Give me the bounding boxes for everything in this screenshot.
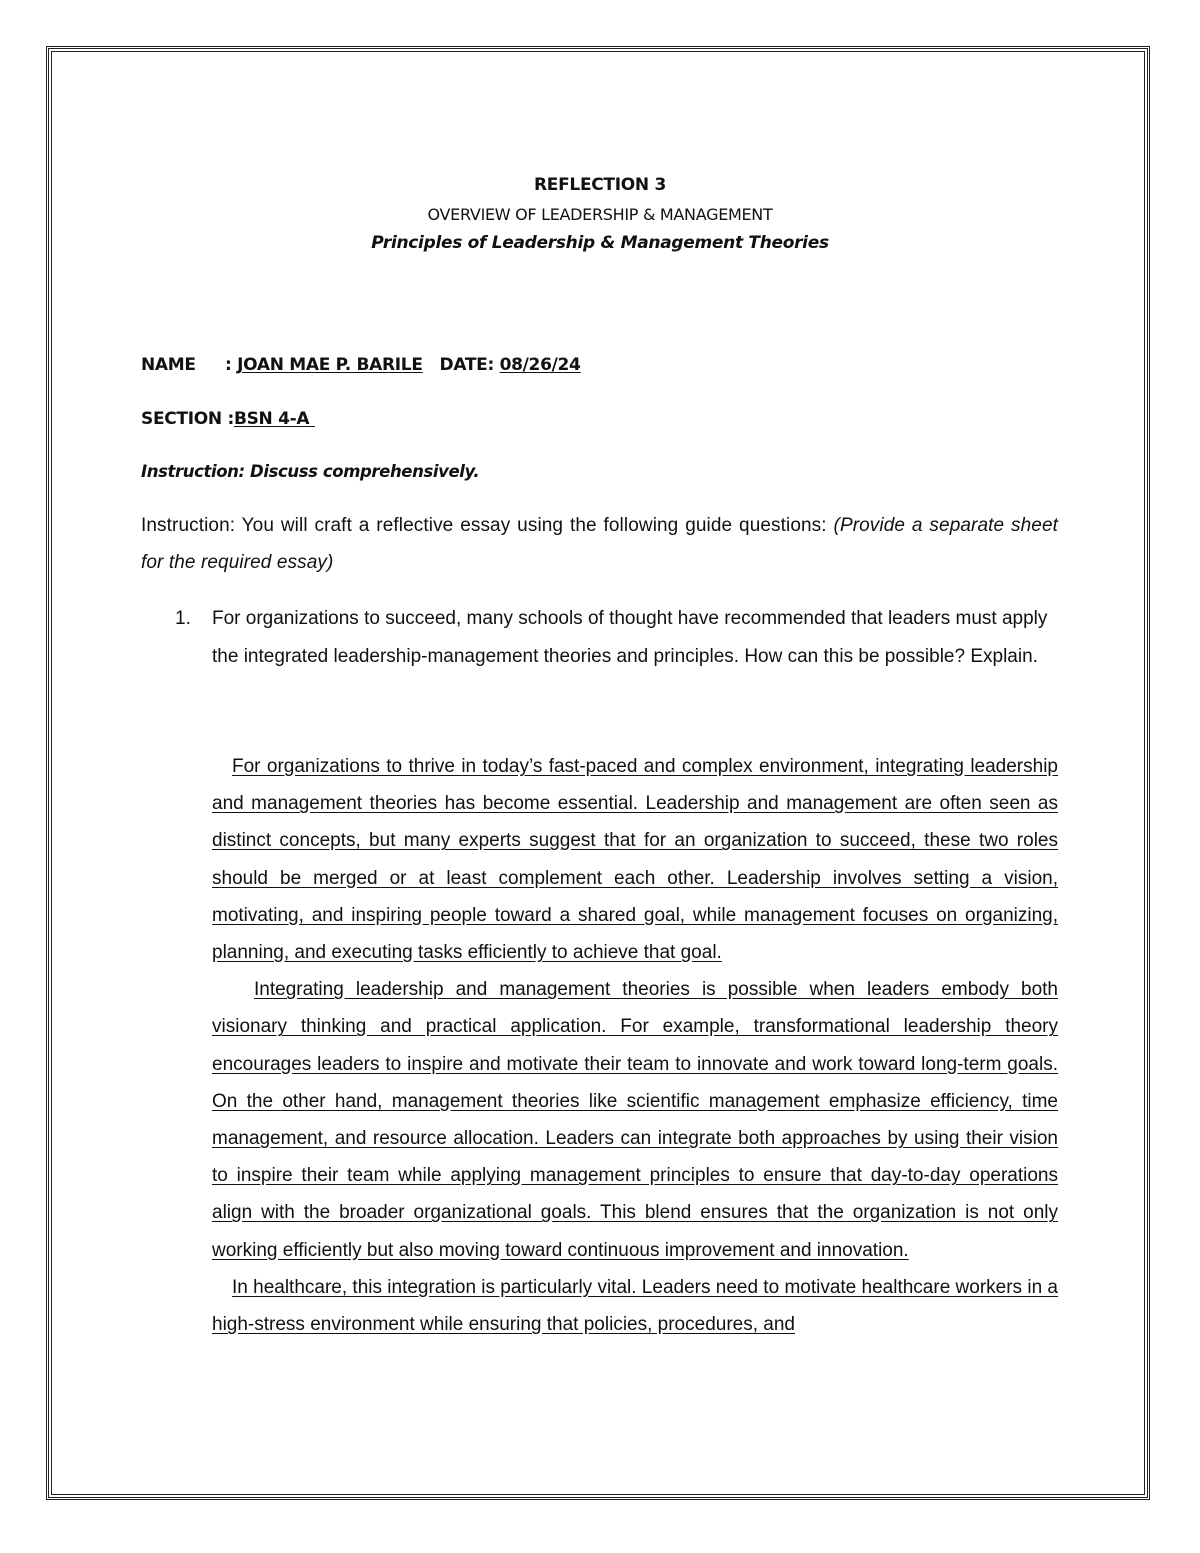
document-subtitle: OVERVIEW OF LEADERSHIP & MANAGEMENT [427,205,773,224]
section-value: BSN 4-A [233,409,310,429]
answer-paragraph-text: In healthcare, this integration is particularly vital. Leaders need to motivate healthcare workers in a high-stress environment while ensuring that policies, procedures, and [212,1276,1058,1336]
secondary-instruction [141,507,1058,581]
date-value: 08/26/24 [499,355,581,375]
date-label: DATE: [439,355,500,375]
document-subheading: Principles of Leadership & Management Theories [371,233,829,253]
answer-paragraph-text: For organizations to thrive in today’s fast-paced and complex environment, integrating leadership and management theories has become essential. Leadership and management are often seen as distinct concepts, but many experts suggest that for an organization to succeed, these two roles should be merged or at least complement each other. Leadership involves setting a vision, motivating, and inspiring people toward a shared goal, while management focuses on organizing, planning, and executing tasks efficiently to achieve that goal. [212,756,1058,964]
answer-paragraph-text: Integrating leadership and management theories is possible when leaders embody both visionary thinking and practical application. For example, transformational leadership theory encourages leaders to inspire and motivate their team to innovate and work toward long-term goals. On the other hand, management theories like scientific management emphasize efficiency, time management, and resource allocation. Leaders can integrate both approaches by using their vision to inspire their team while applying management principles to ensure that day-to-day operations align with the broader organizational goals. This blend ensures that the organization is not only working efficiently but also moving toward continuous improvement and innovation. [212,979,1058,1261]
name-date-line [141,355,581,375]
answer-paragraph [212,748,1058,971]
question-item [141,600,1058,675]
answer-paragraph [212,1269,1058,1343]
section-line [141,409,315,429]
question-number: 1. [175,608,191,629]
primary-instruction: Instruction: Discuss comprehensively. [141,462,480,481]
section-label: SECTION : [141,409,234,429]
answer-paragraph [212,971,1058,1269]
document-header [0,172,1200,256]
secondary-instruction-main: Instruction: You will craft a reflective essay using the following guide questions: [141,515,834,536]
name-value: JOAN MAE P. BARILE [237,355,423,375]
secondary-instruction-note: (Provide a separate sheet for the required essay) [141,515,1059,573]
question-text: For organizations to succeed, many schools of thought have recommended that leaders must apply the integrated leadership-management theories and principles. How can this be possible? Explain. [212,608,1048,667]
document-title: REFLECTION 3 [534,175,666,195]
name-separator: : [225,355,238,375]
name-label: NAME [141,355,196,375]
answer-body [212,748,1058,1343]
